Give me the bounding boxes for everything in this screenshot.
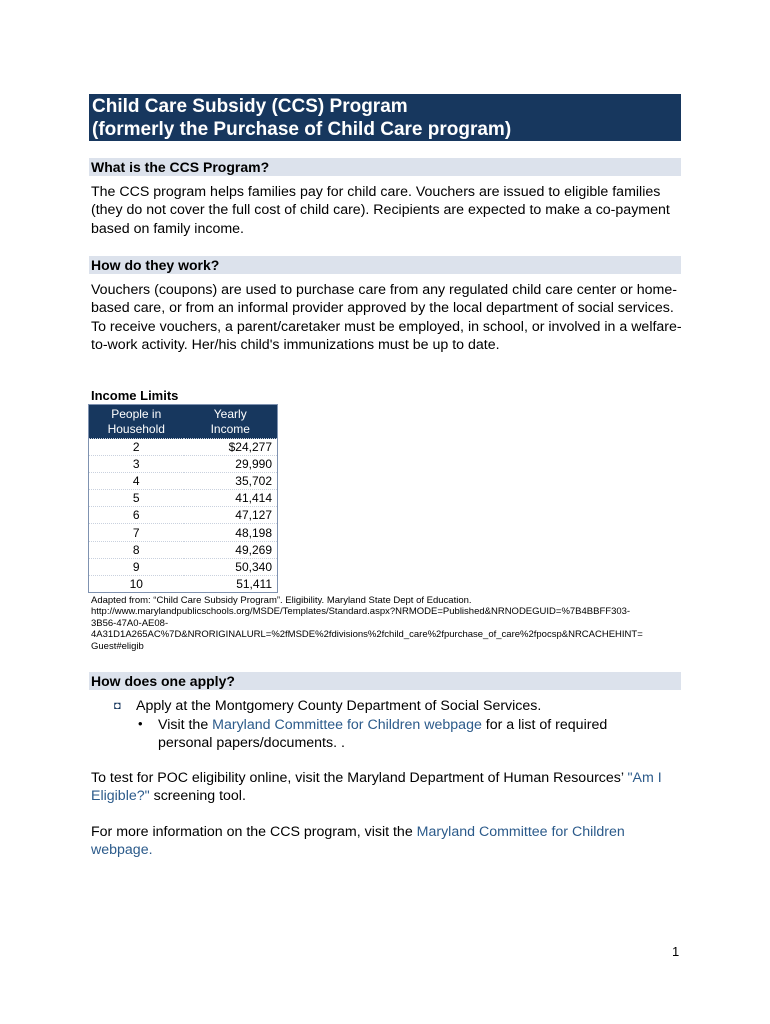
table-row (89, 507, 278, 524)
title-line-2: (formerly the Purchase of Child Care program) (92, 119, 512, 140)
title-line-1: Child Care Subsidy (CCS) Program (92, 96, 408, 117)
mcc-webpage-link[interactable]: Maryland Committee for Children webpage. (91, 824, 625, 859)
page-number: 1 (672, 944, 680, 959)
am-i-eligible-link[interactable]: "Am I Eligible?" (91, 770, 662, 805)
income-cell: $24,277 (184, 439, 278, 456)
table-row (89, 490, 278, 507)
header-people-line2: Household (107, 422, 165, 436)
people-cell: 5 (89, 490, 184, 507)
income-limits-title: Income Limits (91, 388, 179, 403)
table-row (89, 524, 278, 541)
table-row (89, 575, 278, 592)
people-cell: 6 (89, 507, 184, 524)
income-cell: 50,340 (184, 558, 278, 575)
mcc-link[interactable]: Maryland Committee for Children webpage (212, 717, 482, 733)
people-cell: 2 (89, 439, 184, 456)
income-cell: 47,127 (184, 507, 278, 524)
citation-url-line-1: http://www.marylandpublicschools.org/MSDE/Templates/Standard.aspx?NRMODE=Published&NRNODEGUID=%7B4BBFF303- (91, 606, 631, 618)
income-cell: 51,411 (184, 575, 278, 592)
income-limits-table (88, 404, 278, 593)
people-cell: 4 (89, 473, 184, 490)
citation-line-1: Adapted from: “Child Care Subsidy Program”. Eligibility. Maryland State Dept of Education. (91, 595, 472, 606)
dot-bullet-icon: • (138, 716, 143, 731)
people-cell: 3 (89, 456, 184, 473)
paragraph-how: Vouchers (coupons) are used to purchase care from any regulated child care center or home-based care, or from an informal provider approved by the local department of social services. To receive vouchers, a parent/caretaker must be employed, in school, or involved in a welfare-to-work activity. Her/his child's immunizations must be up to date. (91, 282, 682, 353)
header-people-line1: People in (111, 407, 162, 421)
header-people (89, 405, 184, 439)
heading-how: How do they work? (89, 256, 681, 274)
header-income (184, 405, 278, 439)
poc-prefix: To test for POC eligibility online, visit the Maryland Department of Human Resources’ (91, 770, 628, 786)
bullet-2-prefix: Visit the (158, 717, 213, 733)
square-bullet-icon: ◘ (114, 700, 121, 712)
income-cell: 29,990 (184, 456, 278, 473)
table-row (89, 558, 278, 575)
people-cell: 7 (89, 524, 184, 541)
people-cell: 10 (89, 575, 184, 592)
page-title (89, 94, 681, 141)
people-cell: 8 (89, 541, 184, 558)
people-cell: 9 (89, 558, 184, 575)
income-cell: 49,269 (184, 541, 278, 558)
table-header-row (89, 405, 278, 439)
table-row (89, 439, 278, 456)
income-cell: 41,414 (184, 490, 278, 507)
more-info-paragraph (91, 823, 686, 860)
table-row (89, 541, 278, 558)
income-cell: 48,198 (184, 524, 278, 541)
header-income-line2: Income (210, 422, 250, 436)
apply-bullet-1: Apply at the Montgomery County Department of Social Services. (136, 698, 542, 714)
apply-bullet-2 (158, 716, 658, 753)
header-income-line1: Yearly (213, 407, 247, 421)
heading-what: What is the CCS Program? (89, 158, 681, 176)
heading-apply: How does one apply? (89, 672, 681, 690)
citation-url-line-4: Guest#eligib (91, 640, 144, 652)
table-row (89, 456, 278, 473)
income-cell: 35,702 (184, 473, 278, 490)
citation-url-line-2: 3B56-47A0-AE08- (91, 617, 169, 629)
poc-suffix: screening tool. (149, 788, 246, 805)
source-citation (91, 595, 691, 652)
citation-url-line-3: 4A31D1A265AC%7D&NRORIGINALURL=%2fMSDE%2fdivisions%2fchild_care%2fpurchase_of_care%2fpocsp&NRCACHEHINT= (91, 629, 643, 641)
poc-eligibility-paragraph (91, 769, 686, 806)
more-prefix: For more information on the CCS program, visit the (91, 824, 417, 840)
bullet-2-suffix: for a list of required personal papers/documents. . (158, 717, 608, 752)
paragraph-what: The CCS program helps families pay for child care. Vouchers are issued to eligible families (they do not cover the full cost of child care). Recipients are expected to make a co-payment based on family income. (91, 184, 670, 237)
table-row (89, 473, 278, 490)
